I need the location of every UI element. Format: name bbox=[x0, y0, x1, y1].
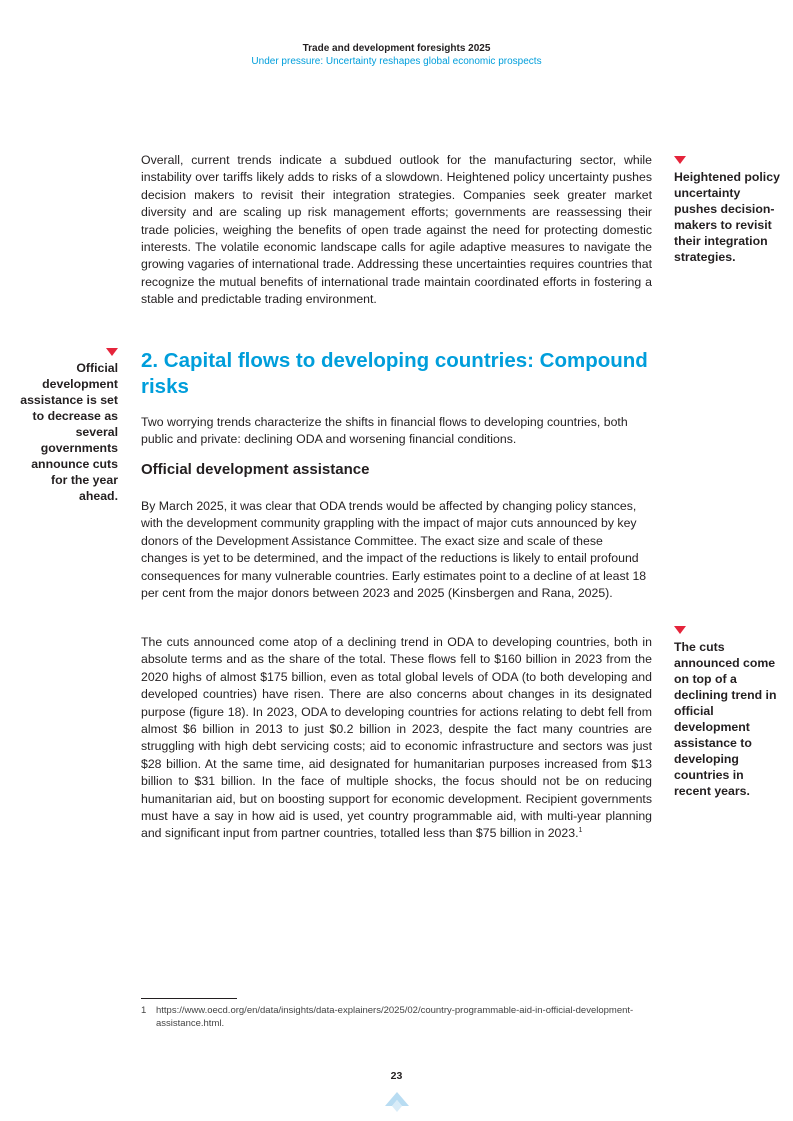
sidenote-marker-icon bbox=[674, 626, 686, 634]
section-intro: Two worrying trends characterize the shifts in financial flows to developing countries, both public and private: declining ODA and worsening financial conditions. bbox=[141, 415, 628, 447]
sidenote-oda-decrease: Official development assistance is set to decrease as several governments announce cuts for the year ahead. bbox=[20, 361, 118, 503]
page-number: 23 bbox=[390, 1070, 403, 1082]
sidenote-policy-uncertainty: Heightened policy uncertainty pushes decision-makers to revisit their integration strategies. bbox=[674, 170, 780, 264]
sidenote-cuts-trend: The cuts announced come on top of a declining trend in official development assistance to developing countries in recent years. bbox=[674, 640, 777, 798]
chevron-up-icon bbox=[384, 1090, 410, 1114]
oda-paragraph-2 bbox=[141, 634, 652, 843]
oda-paragraph-2-text: The cuts announced come atop of a declining trend in ODA to developing countries, both in absolute terms and as the share of the total. These flows fell to $160 billion in 2023 from the 2020 highs of almost $175 billion, even as total global levels of ODA (to both developing and developed countries) have risen. There are also concerns about changes in its designated purpose (figure 18). In 2023, ODA to developing countries for actions relating to debt fell from almost $6 billion in 2013 to just $0.2 billion in 2023, despite the fact many countries are struggling with high debt servicing costs; aid to economic infrastructure and sectors was just $28 billion. At the same time, aid designated for humanitarian purposes increased from $13 billion to $31 billion. In the face of multiple shocks, the focus should not be on reducing humanitarian aid, but on boosting support for economic development. Recipient governments must have a say in how aid is used, yet country programmable aid, with multi-year planning and significant input from partner countries, totalled less than $75 billion in 2023. bbox=[141, 635, 652, 841]
footnote-reference[interactable]: 1 bbox=[578, 827, 583, 835]
footnote-link[interactable]: https://www.oecd.org/en/data/insights/data-explainers/2025/02/country-programmable-aid-in-official-development-assistance.html. bbox=[156, 1005, 634, 1029]
report-title: Trade and development foresights 2025 bbox=[302, 43, 491, 54]
footnote-divider bbox=[141, 998, 237, 999]
sidenote-marker-icon bbox=[674, 156, 686, 164]
report-subtitle: Under pressure: Uncertainty reshapes global economic prospects bbox=[251, 56, 542, 67]
section-heading: 2. Capital flows to developing countries: Compound risks bbox=[141, 349, 648, 398]
oda-paragraph-1: By March 2025, it was clear that ODA trends would be affected by changing policy stances, with the development community grappling with the impact of major cuts announced by key donors of the Development Assistance Committee. The exact size and scale of these changes is yet to be determined, and the impact of the reductions is likely to entail profound consequences for many vulnerable countries. Early estimates point to a decline of at least 18 per cent from the major donors between 2023 and 2025 (Kinsbergen and Rana, 2025). bbox=[141, 499, 647, 601]
running-header bbox=[0, 42, 793, 68]
intro-paragraph: Overall, current trends indicate a subdued outlook for the manufacturing sector, while instability over tariffs likely adds to risks of a slowdown. Heightened policy uncertainty pushes decision makers to revisit their integration strategies. Companies seek greater market diversity and are scaling up risk management efforts; governments are reassessing their trade policies, weighing the benefits of open trade against the need for protecting domestic interests. The volatile economic landscape calls for agile adaptive measures to navigate the growing vagaries of international trade. Addressing these uncertainties requires countries that recognize the mutual benefits of international trade maintain coordinated efforts in fostering a stable and predictable trading environment. bbox=[141, 153, 652, 307]
footnote-number: 1 bbox=[141, 1005, 147, 1016]
subsection-heading: Official development assistance bbox=[141, 461, 370, 478]
footnote bbox=[141, 1004, 656, 1030]
sidenote-marker-icon bbox=[106, 348, 118, 356]
